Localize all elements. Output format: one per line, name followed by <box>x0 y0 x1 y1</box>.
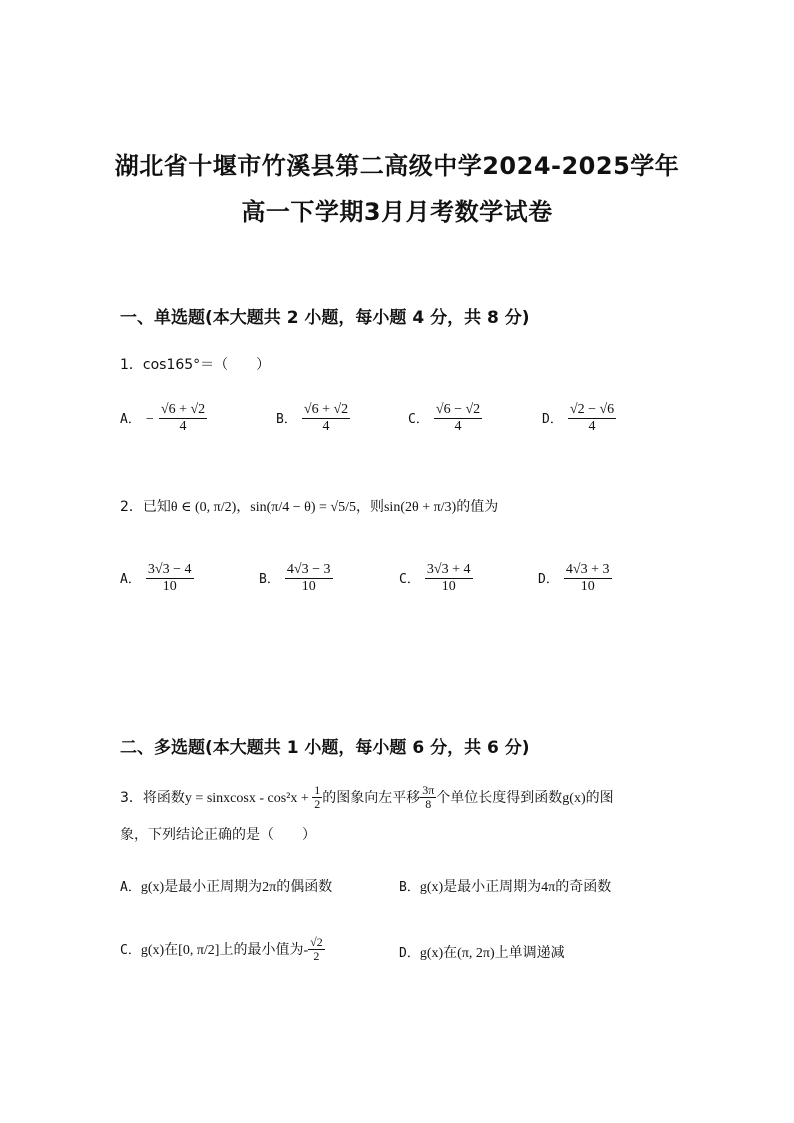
q2-sep: ， <box>236 499 251 515</box>
q3-tail: 的图 <box>585 790 614 806</box>
q3-stem-line-1 <box>120 784 614 811</box>
q3-option-c-interval: [0, π/2] <box>178 943 220 958</box>
q3-option-a-text2: 的偶函数 <box>276 879 333 895</box>
q1-stem: 1．cos165°＝（ ） <box>120 357 271 373</box>
q3-option-b <box>399 876 611 896</box>
q1-option-c-den: 4 <box>454 419 462 434</box>
q3-option-d-interval: (π, 2π) <box>457 946 495 961</box>
q3-mid2: 个单位长度得到函数 <box>436 790 563 806</box>
q1-option-a-label: A． <box>120 412 141 427</box>
q2-option-d-den: 10 <box>580 579 595 594</box>
q2-option-a-num: 3√3 − 4 <box>147 562 192 577</box>
q3-option-d-label: D． <box>399 946 420 961</box>
q3-option-d <box>399 942 565 962</box>
title-line-1: 湖北省十堰市竹溪县第二高级中学2024-2025学年 <box>114 152 680 180</box>
q2-option-c-label: C． <box>399 572 420 587</box>
section-2-heading: 二、多选题(本大题共 1 小题，每小题 6 分，共 6 分) <box>120 738 530 758</box>
q2-option-d-label: D． <box>538 572 559 587</box>
q2-option-b-num: 4√3 − 3 <box>286 562 331 577</box>
q1-option-b-den: 4 <box>322 419 330 434</box>
q3-option-b-fn: g(x) <box>419 880 444 895</box>
q3-option-a-text1: 是最小正周期为 <box>164 879 263 895</box>
q3-option-b-label: B． <box>399 880 420 895</box>
q3-option-b-text2: 的奇函数 <box>555 879 612 895</box>
q1-option-d <box>542 402 616 435</box>
q3-shift-den: 8 <box>425 797 432 811</box>
q2-cond1: θ ∈ (0, π/2) <box>170 500 237 515</box>
q3-option-d-fn: g(x) <box>419 946 444 961</box>
q1-option-d-den: 4 <box>588 419 596 434</box>
q1-option-c-label: C． <box>408 412 429 427</box>
q3-option-c-label: C． <box>120 943 141 958</box>
title-line-2: 高一下学期3月月考数学试卷 <box>241 198 553 226</box>
q2-prefix: 2．已知 <box>120 499 171 515</box>
q1-option-b-label: B． <box>276 412 297 427</box>
q3-option-c-val-den: 2 <box>313 949 320 963</box>
q3-option-a-fn: g(x) <box>140 880 165 895</box>
q3-prefix: 3．将函数 <box>120 790 185 806</box>
q2-option-d-num: 4√3 + 3 <box>565 562 610 577</box>
q3-option-a <box>120 876 332 896</box>
q2-option-b-den: 10 <box>301 579 316 594</box>
q3-option-d-text2: 上单调递减 <box>494 945 565 961</box>
q1-option-d-num: √2 − √6 <box>569 402 615 417</box>
q1-option-a <box>120 402 207 435</box>
q1-option-a-num: √6 + √2 <box>160 402 206 417</box>
q2-stem <box>120 496 498 516</box>
q3-gx: g(x) <box>562 791 586 806</box>
q2-option-b <box>259 562 333 595</box>
q1-option-c <box>408 402 482 435</box>
q2-mid: ，则 <box>355 499 384 515</box>
q1-option-a-sign: − <box>145 412 154 427</box>
q2-option-d <box>538 562 612 595</box>
q2-option-c-den: 10 <box>441 579 456 594</box>
section-1-heading: 一、单选题(本大题共 2 小题，每小题 4 分，共 8 分) <box>120 308 530 328</box>
q2-option-b-label: B． <box>259 572 280 587</box>
q3-half-num: 1 <box>314 783 321 797</box>
q3-option-c-fn: g(x) <box>140 943 165 958</box>
q2-cond2: sin(π/4 − θ) = √5/5 <box>250 500 356 515</box>
q3-func: y = sinxcosx - cos²x + <box>184 791 313 806</box>
q1-option-b-num: √6 + √2 <box>303 402 349 417</box>
q3-mid: 的图象向左平移 <box>322 790 421 806</box>
q2-option-c <box>399 562 473 595</box>
q3-shift-num: 3π <box>422 783 435 797</box>
q3-option-c-val-sign: - <box>303 943 309 958</box>
q2-option-c-num: 3√3 + 4 <box>426 562 471 577</box>
q2-option-a-label: A． <box>120 572 141 587</box>
q2-suffix: 的值为 <box>456 499 499 515</box>
q3-option-b-math: 4π <box>541 880 556 895</box>
q3-option-d-text1: 在 <box>443 945 458 961</box>
q3-option-a-math: 2π <box>262 880 277 895</box>
q1-option-b <box>276 402 350 435</box>
q3-option-c-text2: 上的最小值为 <box>219 942 304 958</box>
q3-option-c-text1: 在 <box>164 942 179 958</box>
q1-option-c-num: √6 − √2 <box>435 402 481 417</box>
q1-option-d-label: D． <box>542 412 563 427</box>
q3-stem-line-2: 象，下列结论正确的是（ ） <box>120 827 316 843</box>
q3-option-c-val-num: √2 <box>310 935 323 949</box>
q2-option-a <box>120 562 194 595</box>
q2-expr: sin(2θ + π/3) <box>383 500 457 515</box>
q3-option-c <box>120 936 325 963</box>
q3-option-b-text1: 是最小正周期为 <box>443 879 542 895</box>
q2-option-a-den: 10 <box>162 579 177 594</box>
q3-half-den: 2 <box>314 797 321 811</box>
q1-option-a-den: 4 <box>179 419 187 434</box>
q3-option-a-label: A． <box>120 880 141 895</box>
